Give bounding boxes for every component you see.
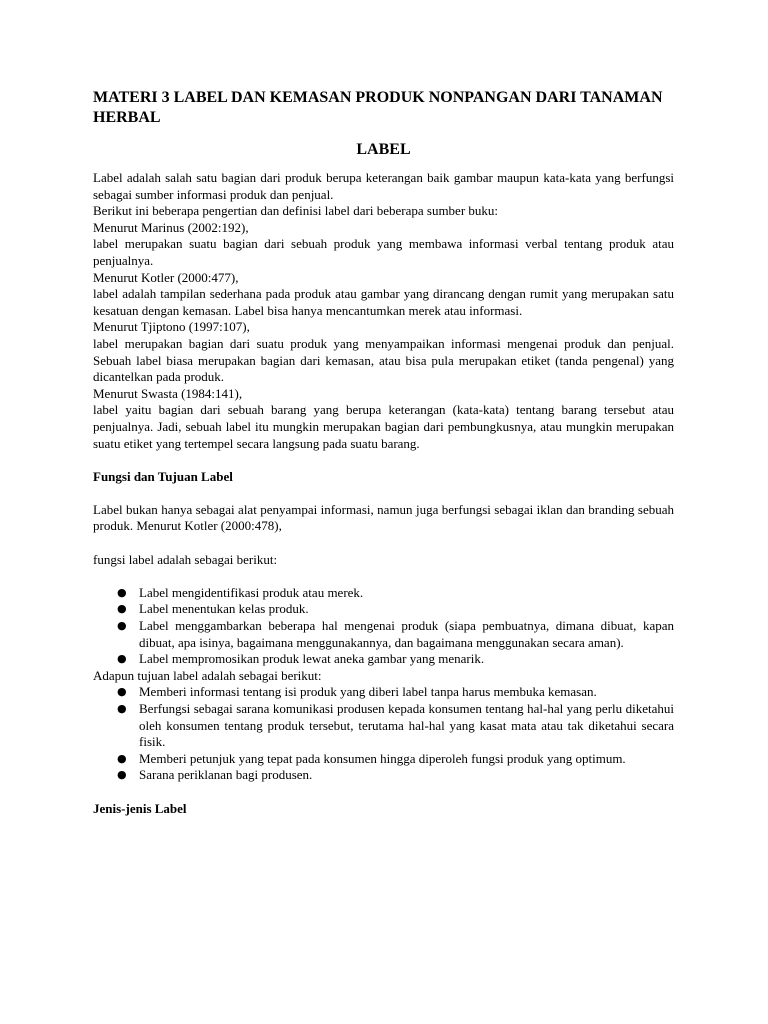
- definition-paragraph: label yaitu bagian dari sebuah barang yang berupa keterangan (kata-kata) tentang barang tersebut atau penjualnya. Jadi, sebuah label itu mungkin merupakan bagian dari pembungkusnya, atau mungkin merupakan suatu etiket yang tertempel secara langsung pada suatu barang.: [93, 402, 674, 451]
- list-item: [117, 684, 674, 701]
- source-citation: Menurut Swasta (1984:141),: [93, 385, 243, 401]
- list-item-text: Memberi petunjuk yang tepat pada konsumen hingga diperoleh fungsi produk yang optimum.: [139, 750, 626, 766]
- list-item-text: Sarana periklanan bagi produsen.: [139, 767, 313, 783]
- spacer: [93, 452, 674, 469]
- section-title-label: LABEL: [356, 141, 411, 158]
- source-citation: Menurut Kotler (2000:477),: [93, 269, 239, 285]
- list-item: [117, 601, 674, 618]
- spacer: [93, 568, 674, 585]
- list-item: [117, 750, 674, 768]
- jenis-heading: Jenis-jenis Label: [93, 800, 187, 816]
- bullet-icon: ●: [117, 652, 127, 666]
- fungsi-list: [93, 585, 674, 668]
- list-item-text: Label menggambarkan beberapa hal mengenai produk (siapa pembuatnya, dimana dibuat, kapan dibuat, apa isinya, bagaimana menggunakannya, dan bagaimana menggunakan secara aman).: [139, 618, 674, 650]
- bullet-icon: ●: [117, 751, 127, 765]
- list-item: [117, 584, 674, 602]
- tujuan-lead: Adapun tujuan label adalah sebagai berikut:: [93, 667, 322, 683]
- spacer: [93, 485, 674, 502]
- list-item: [117, 618, 674, 651]
- list-item-text: Label mempromosikan produk lewat aneka gambar yang menarik.: [139, 651, 485, 667]
- tujuan-list: [93, 684, 674, 784]
- intro-paragraph: Berikut ini beberapa pengertian dan definisi label dari beberapa sumber buku:: [93, 203, 499, 219]
- list-item-text: Label mengidentifikasi produk atau merek.: [139, 584, 364, 600]
- bullet-icon: ●: [117, 585, 127, 599]
- list-item-text: Memberi informasi tentang isi produk yang diberi label tanpa harus membuka kemasan.: [139, 684, 597, 700]
- document-title: MATERI 3 LABEL DAN KEMASAN PRODUK NONPANGAN DARI TANAMAN HERBAL: [93, 89, 663, 126]
- list-item-text: Label menentukan kelas produk.: [139, 601, 309, 617]
- bullet-icon: ●: [117, 768, 127, 782]
- list-item: [117, 651, 674, 668]
- bullet-icon: ●: [117, 619, 127, 633]
- source-citation: Menurut Tjiptono (1997:107),: [93, 319, 250, 335]
- spacer: [93, 535, 674, 552]
- fungsi-lead: fungsi label adalah sebagai berikut:: [93, 551, 278, 567]
- definition-paragraph: label merupakan suatu bagian dari sebuah produk yang membawa informasi verbal tentang produk atau penjualnya.: [93, 236, 674, 268]
- document-page: [93, 88, 674, 817]
- list-item-text: Berfungsi sebagai sarana komunikasi produsen kepada konsumen tentang hal-hal yang perlu diketahui oleh konsumen tentang produk tersebut, terutama hal-hal yang kasat mata atau tak diketahui secara fisik.: [139, 701, 674, 750]
- definition-paragraph: label merupakan bagian dari suatu produk yang menyampaikan informasi mengenai produk dan penjual. Sebuah label biasa merupakan bagian dari kemasan, atau bisa pula merupakan etiket (tanda pengenal) yang dicantelkan pada produk.: [93, 335, 674, 385]
- bullet-icon: ●: [117, 602, 127, 616]
- fungsi-heading: Fungsi dan Tujuan Label: [93, 468, 233, 484]
- intro-paragraph: Label adalah salah satu bagian dari produk berupa keterangan baik gambar maupun kata-kata yang berfungsi sebagai sumber informasi produk dan penjual.: [93, 170, 674, 202]
- spacer: [93, 784, 674, 801]
- list-item: [117, 701, 674, 751]
- source-citation: Menurut Marinus (2002:192),: [93, 219, 249, 235]
- bullet-icon: ●: [117, 685, 127, 699]
- intro-section: [93, 170, 674, 452]
- bullet-icon: ●: [117, 702, 127, 715]
- definition-paragraph: label adalah tampilan sederhana pada produk atau gambar yang dirancang dengan rumit yang merupakan satu kesatuan dengan kemasan. Label bisa hanya mencantumkan merek atau informasi.: [93, 286, 674, 318]
- list-item: [117, 767, 674, 784]
- fungsi-paragraph: Label bukan hanya sebagai alat penyampai informasi, namun juga berfungsi sebagai iklan dan branding sebuah produk. Menurut Kotler (2000:478),: [93, 501, 674, 534]
